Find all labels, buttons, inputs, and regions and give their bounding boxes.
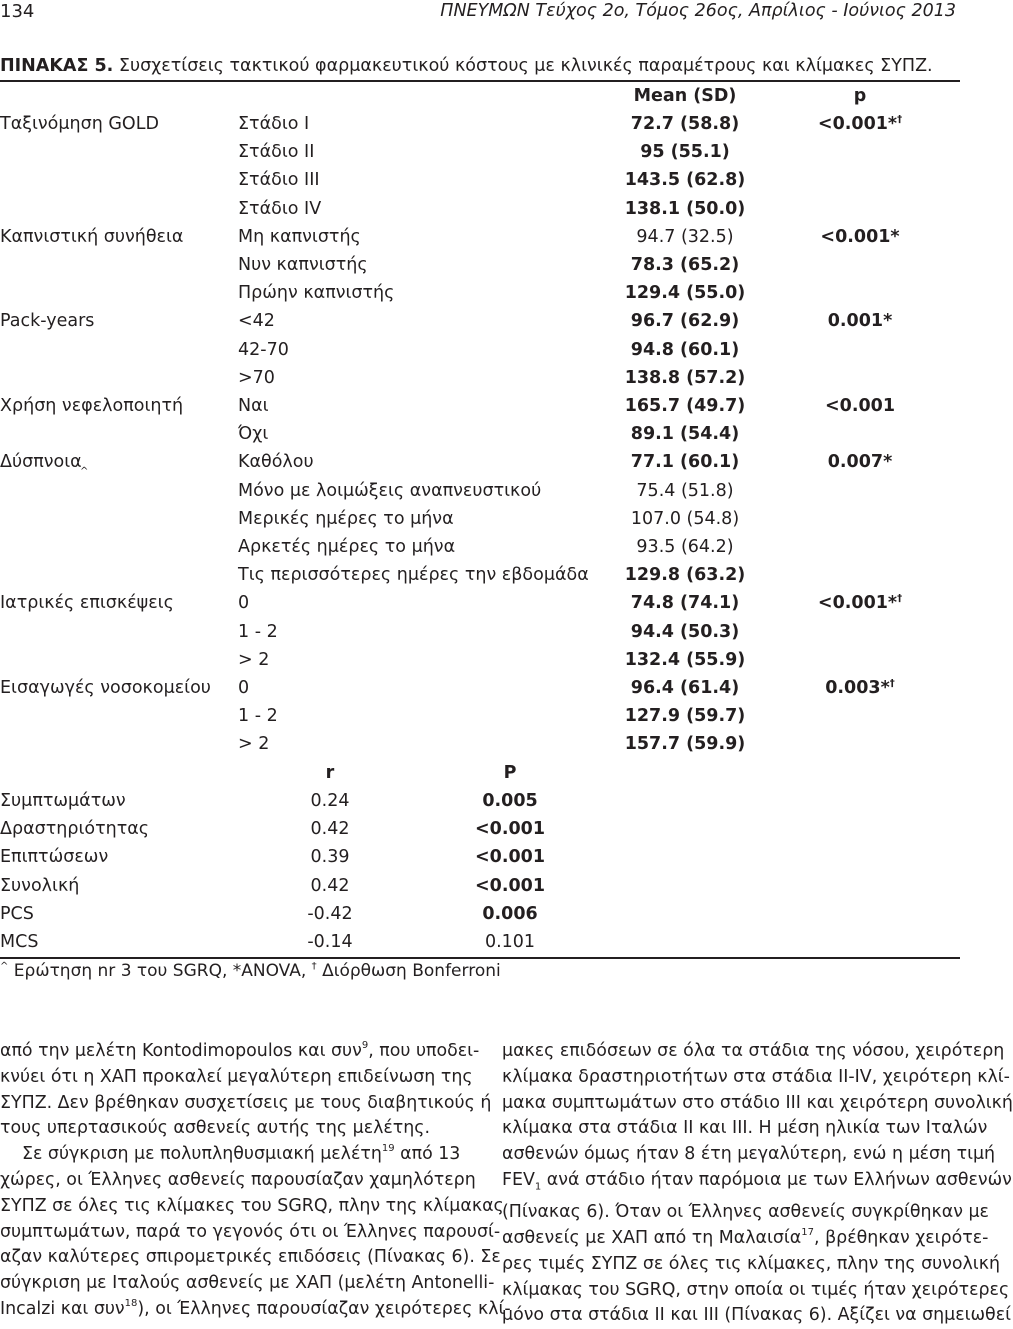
- row-mean-sd: 89.1 (54.4): [630, 424, 740, 444]
- row-category: > 2: [238, 734, 270, 754]
- row-mean-sd: 165.7 (49.7): [624, 396, 746, 416]
- corr-label: MCS: [0, 932, 39, 952]
- text-line: [0, 1065, 473, 1091]
- row-mean-sd: 132.4 (55.9): [624, 650, 746, 670]
- page-number: 134: [0, 1, 35, 22]
- text-line: [502, 1142, 996, 1168]
- row-variable: Ταξινόμηση GOLD: [0, 114, 159, 134]
- text-fragment: , που υποδει-: [368, 1041, 480, 1061]
- row-p-value: [790, 595, 930, 613]
- text-fragment: ), οι Έλληνες παρουσίαζαν χειρότερες κλί-: [137, 1298, 511, 1319]
- text-line: [0, 1091, 492, 1117]
- text-line: [0, 1297, 511, 1323]
- corr-r-value: 0.39: [310, 847, 350, 867]
- p-value-text: 0.001*: [827, 311, 893, 331]
- row-mean-sd: 94.4 (50.3): [630, 622, 740, 642]
- corr-label: Επιπτώσεων: [0, 847, 109, 867]
- row-mean-sd: 96.4 (61.4): [630, 678, 740, 698]
- corr-p-value: <0.001: [474, 847, 546, 867]
- row-category: 1 - 2: [238, 706, 278, 726]
- row-p-value: [790, 229, 930, 247]
- row-mean-sd: 77.1 (60.1): [630, 452, 740, 472]
- subscript: 1: [534, 1181, 542, 1193]
- row-mean-sd: 127.9 (59.7): [624, 706, 746, 726]
- row-category: 0: [238, 593, 250, 613]
- row-mean-sd: 93.5 (64.2): [636, 537, 734, 557]
- text-fragment: κνύει ότι η ΧΑΠ προκαλεί μεγαλύτερη επιδείνωση της: [0, 1066, 473, 1087]
- text-line: [502, 1303, 1011, 1329]
- text-fragment: μακες επιδόσεων σε όλα τα στάδια της νόσου, χειρότερη: [502, 1041, 1005, 1061]
- row-mean-sd: 72.7 (58.8): [630, 114, 740, 134]
- row-variable-sup: ^: [80, 466, 89, 477]
- table-caption-label: ΠΙΝΑΚΑΣ 5.: [0, 56, 114, 76]
- row-category: 0: [238, 678, 250, 698]
- text-fragment: ρες τιμές ΣΥΠΖ σε όλες τις κλίμακες, πλην της συνολική: [502, 1253, 1000, 1274]
- corr-label: PCS: [0, 904, 34, 924]
- text-fragment: αζαν καλύτερες σπιρομετρικές επιδόσεις (Πίνακας 6). Σε: [0, 1247, 501, 1268]
- corr-p-value: <0.001: [474, 876, 546, 896]
- row-variable: Ιατρικές επισκέψεις: [0, 593, 174, 613]
- text-line: [0, 1039, 480, 1065]
- corr-r-value: 0.42: [310, 876, 350, 896]
- p-value-text: 0.003*: [825, 678, 890, 698]
- text-fragment: από 13: [394, 1144, 461, 1165]
- corr-p-value: 0.006: [482, 904, 538, 924]
- text-fragment: , βρέθηκαν χειρότε-: [814, 1228, 989, 1249]
- text-line: [502, 1065, 1010, 1091]
- row-category: Μερικές ημέρες το μήνα: [238, 509, 454, 529]
- row-mean-sd: 96.7 (62.9): [630, 311, 740, 331]
- text-fragment: κλίμακα δραστηριοτήτων στα στάδια II-IV, χειρότερη κλί-: [502, 1066, 1010, 1087]
- row-mean-sd: 138.1 (50.0): [624, 199, 746, 219]
- row-category: Στάδιο I: [238, 114, 310, 134]
- dagger-mark: †: [889, 678, 895, 689]
- row-p-value: [790, 454, 930, 472]
- corr-label: Δραστηριότητας: [0, 819, 150, 839]
- text-line: [502, 1278, 1010, 1304]
- p-value-text: 0.007*: [827, 452, 893, 472]
- p-value-text: <0.001*: [817, 114, 898, 134]
- row-mean-sd: 75.4 (51.8): [636, 481, 734, 501]
- row-p-value: [790, 313, 930, 331]
- row-category: Πρώην καπνιστής: [238, 283, 395, 303]
- journal-header: ΠΝΕΥΜΩΝ Τεύχος 2ο, Τόμος 26ος, Απρίλιος - Ιούνιος 2013: [440, 1, 956, 21]
- corr-r-value: -0.14: [307, 932, 353, 952]
- corr-header-p: P: [503, 763, 517, 783]
- row-p-value: [790, 680, 930, 698]
- text-line: [0, 1116, 460, 1142]
- row-mean-sd: 94.7 (32.5): [636, 227, 734, 247]
- row-category: <42: [238, 311, 275, 331]
- corr-p-value: 0.101: [484, 932, 536, 952]
- table-bottom-rule: [0, 957, 960, 959]
- row-mean-sd: 107.0 (54.8): [630, 509, 740, 529]
- row-category: Καθόλου: [238, 452, 314, 472]
- citation-superscript: 18: [124, 1298, 138, 1310]
- corr-p-value: 0.005: [482, 791, 538, 811]
- row-category: 42-70: [238, 340, 289, 360]
- text-fragment: FEV: [502, 1169, 535, 1190]
- row-mean-sd: 95 (55.1): [640, 142, 730, 162]
- table-caption-text: Συσχετίσεις τακτικού φαρμακευτικού κόστους με κλινικές παραμέτρους και κλίμακες ΣΥΠΖ.: [113, 56, 933, 76]
- text-fragment: ΣΥΠΖ. Δεν βρέθηκαν συσχετίσεις με τους διαβητικούς ή: [0, 1092, 492, 1113]
- text-line: [502, 1226, 989, 1252]
- row-category: Νυν καπνιστής: [238, 255, 368, 275]
- row-mean-sd: 78.3 (65.2): [630, 255, 740, 275]
- row-mean-sd: 94.8 (60.1): [630, 340, 740, 360]
- row-mean-sd: 129.4 (55.0): [624, 283, 746, 303]
- citation-superscript: 17: [801, 1227, 815, 1239]
- table-footnote: ^ Ερώτηση nr 3 του SGRQ, *ANOVA, † Διόρθωση Bonferroni: [0, 961, 501, 981]
- p-value-text: <0.001*: [820, 227, 900, 247]
- body-column-left: [0, 1039, 511, 1323]
- text-line: [502, 1039, 1005, 1065]
- text-fragment: Σε σύγκριση με πολυπληθυσμιακή μελέτη: [22, 1144, 382, 1165]
- text-fragment: χώρες, οι Έλληνες ασθενείς παρουσίαζαν χαμηλότερη: [0, 1169, 476, 1190]
- text-line: [0, 1168, 476, 1194]
- row-category: >70: [238, 368, 275, 388]
- row-p-value: [790, 116, 930, 134]
- text-line: [0, 1220, 501, 1246]
- text-fragment: μόνο στα στάδια II και III (Πίνακας 6). Αξίζει να σημειωθεί: [502, 1305, 1011, 1326]
- text-line: [502, 1091, 1013, 1117]
- row-category: Αρκετές ημέρες το μήνα: [238, 537, 456, 557]
- row-mean-sd: 129.8 (63.2): [624, 565, 746, 585]
- text-fragment: σύγκριση με Ιταλούς ασθενείς με ΧΑΠ (μελέτη Antonelli-: [0, 1273, 495, 1294]
- dagger-mark: †: [897, 593, 903, 604]
- row-variable: Εισαγωγές νοσοκομείου: [0, 678, 211, 698]
- corr-r-value: -0.42: [307, 904, 353, 924]
- row-category: Στάδιο III: [238, 170, 320, 190]
- row-variable: Δύσπνοια: [0, 452, 82, 472]
- col-header-mean: Mean (SD): [633, 86, 737, 106]
- row-category: Τις περισσότερες ημέρες την εβδομάδα: [238, 565, 589, 585]
- text-fragment: τους υπερτασικούς ασθενείς αυτής της μελέτης.: [0, 1118, 431, 1139]
- row-mean-sd: 143.5 (62.8): [624, 170, 746, 190]
- row-category: Ναι: [238, 396, 269, 416]
- text-line: [502, 1200, 989, 1226]
- row-category: Μόνο με λοιμώξεις αναπνευστικού: [238, 481, 542, 501]
- text-fragment: κλίμακας του SGRQ, στην οποία οι τιμές ήταν χειρότερες: [502, 1279, 1010, 1300]
- text-fragment: ασθενών όμως ήταν 8 έτη μεγαλύτερη, ενώ η μέση τιμή: [502, 1144, 996, 1165]
- text-fragment: (Πίνακας 6). Όταν οι Έλληνες ασθενείς συγκρίθηκαν με: [502, 1202, 989, 1223]
- text-fragment: από την μελέτη Kontodimopoulos και συν: [0, 1041, 362, 1061]
- text-line: [502, 1168, 1012, 1200]
- row-mean-sd: 157.7 (59.9): [624, 734, 746, 754]
- text-fragment: ασθενείς με ΧΑΠ από τη Μαλαισία: [502, 1228, 802, 1249]
- row-variable: Pack-years: [0, 311, 95, 331]
- col-header-p: p: [853, 86, 867, 106]
- corr-r-value: 0.42: [310, 819, 350, 839]
- citation-superscript: 9: [361, 1040, 369, 1052]
- text-fragment: μακα συμπτωμάτων στο στάδιο III και χειρότερη συνολική: [502, 1092, 1013, 1113]
- citation-superscript: 19: [381, 1143, 395, 1155]
- table-caption: [0, 58, 933, 76]
- table-top-rule: [0, 80, 960, 82]
- row-variable: Καπνιστική συνήθεια: [0, 227, 184, 247]
- body-column-right: [502, 1039, 1013, 1329]
- corr-label: Συμπτωμάτων: [0, 791, 126, 811]
- text-line: [502, 1116, 988, 1142]
- dagger-mark: †: [897, 114, 903, 125]
- row-mean-sd: 74.8 (74.1): [630, 593, 740, 613]
- text-fragment: ΣΥΠΖ σε όλες τις κλίμακες του SGRQ, πλην της κλίμακας: [0, 1195, 504, 1216]
- corr-p-value: <0.001: [474, 819, 546, 839]
- text-fragment: κλίμακα στα στάδια II και III. Η μέση ηλικία των Ιταλών: [502, 1118, 988, 1139]
- row-mean-sd: 138.8 (57.2): [624, 368, 746, 388]
- row-variable: Χρήση νεφελοποιητή: [0, 396, 184, 416]
- text-line: [0, 1142, 460, 1168]
- row-p-value: [790, 398, 930, 416]
- text-fragment: συμπτωμάτων, παρά το γεγονός ότι οι Έλληνες παρουσί-: [0, 1221, 501, 1242]
- corr-r-value: 0.24: [310, 791, 350, 811]
- row-category: Στάδιο II: [238, 142, 315, 162]
- text-line: [0, 1245, 501, 1271]
- row-category: Στάδιο IV: [238, 199, 322, 219]
- row-category: 1 - 2: [238, 622, 278, 642]
- text-line: [0, 1194, 504, 1220]
- text-line: [0, 1271, 495, 1297]
- p-value-text: <0.001: [824, 396, 896, 416]
- text-fragment: ανά στάδιο ήταν παρόμοια με των Ελλήνων ασθενών: [541, 1169, 1012, 1190]
- p-value-text: <0.001*: [817, 593, 898, 613]
- row-category: Όχι: [238, 424, 269, 444]
- row-category: Μη καπνιστής: [238, 227, 361, 247]
- text-fragment: Incalzi και συν: [0, 1298, 125, 1319]
- corr-header-r: r: [325, 763, 335, 783]
- corr-label: Συνολική: [0, 876, 80, 896]
- text-line: [502, 1252, 1000, 1278]
- row-category: > 2: [238, 650, 270, 670]
